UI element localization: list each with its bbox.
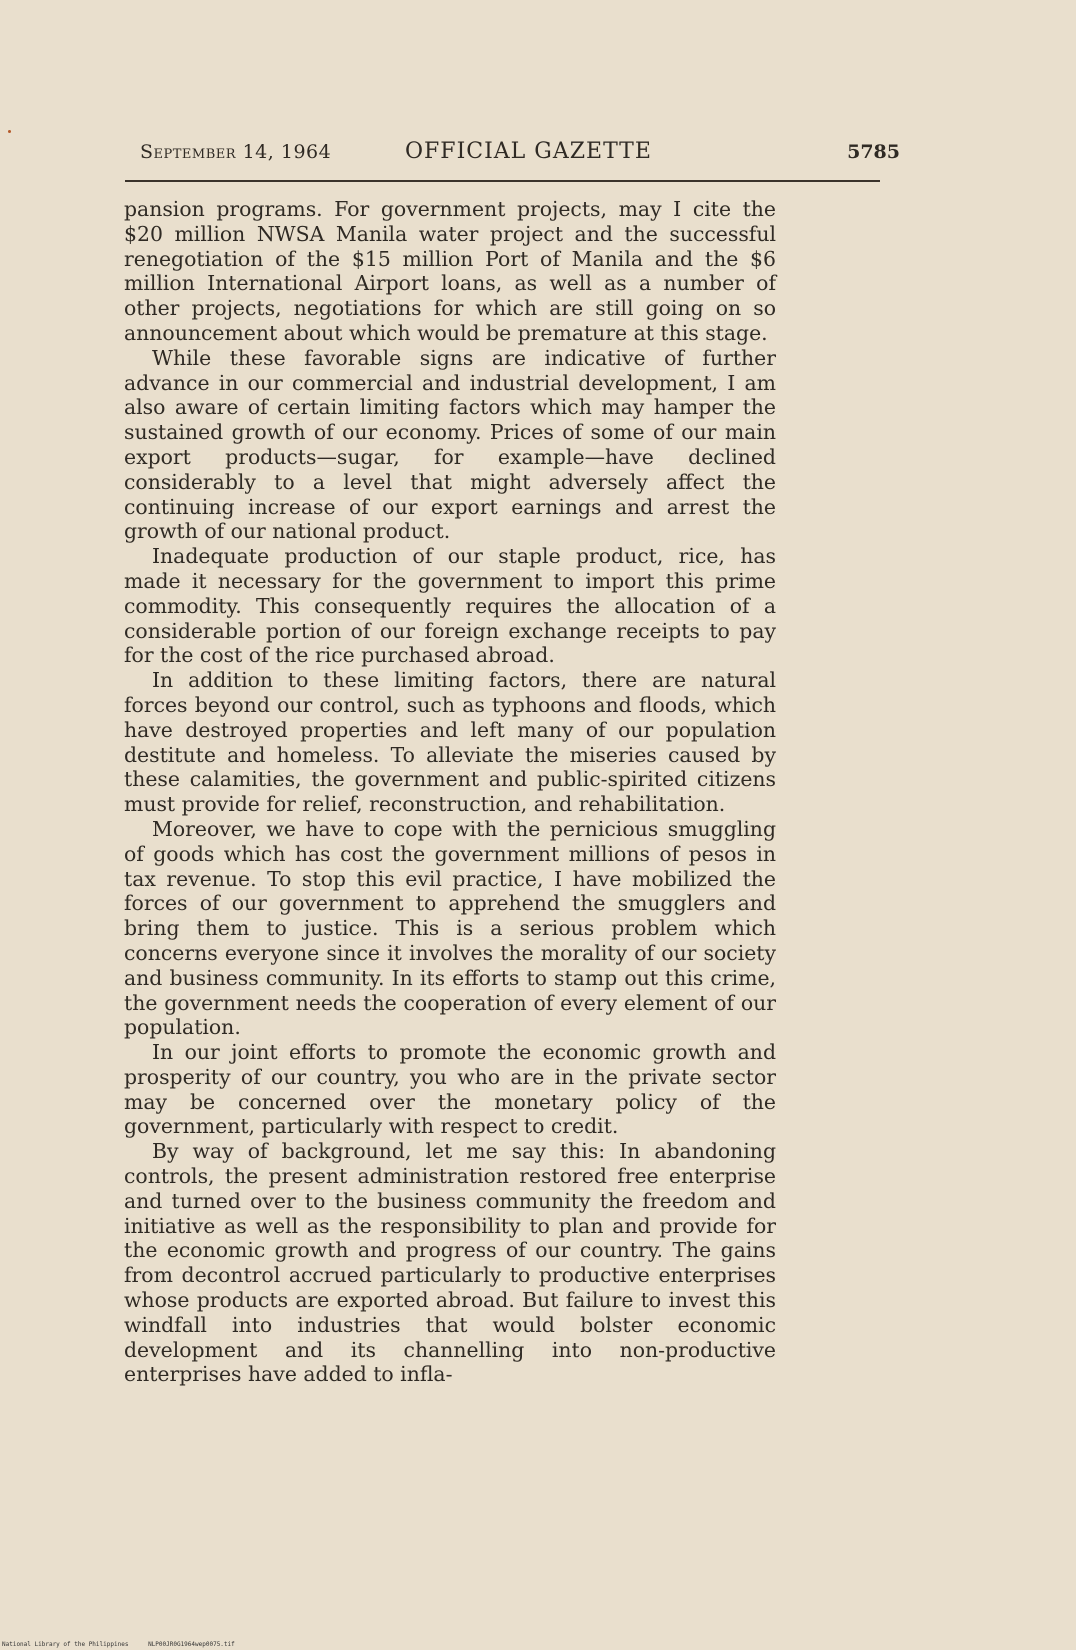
page-number: 5785 (847, 141, 900, 163)
paragraph: By way of background, let me say this: In abandoning controls, the present administration restored free enterprise and turned over to the business community the freedom and initiative as well as the responsibility to plan and provide for the economic growth and progress of our country. The gains from decontrol accrued particularly to productive enterprises whose products are exported abroad. But failure to invest this windfall into industries that would bolster economic development and its channelling into non-productive enterprises have added to infla- (124, 1139, 776, 1387)
paragraph: pansion programs. For government projects, may I cite the $20 million NWSA Manila water project and the successful renegotiation of the $15 million Port of Manila and the $6 million International Airport loans, as well as a number of other projects, negotiations for which are still going on so announcement about which would be premature at this stage. (124, 197, 776, 345)
header-title: OFFICIAL GAZETTE (405, 139, 652, 164)
paragraph: Moreover, we have to cope with the pernicious smuggling of goods which has cost the government millions of pesos in tax revenue. To stop this evil practice, I have mobilized the forces of our government to apprehend the smugglers and bring them to justice. This is a serious problem which concerns everyone since it involves the morality of our society and business community. In its efforts to stamp out this crime, the government needs the cooperation of every element of our population. (124, 816, 776, 1040)
body-text (124, 197, 776, 1387)
footer-file: NLP00JR0G1964wep0075.tif (148, 1641, 235, 1648)
header-rule (125, 180, 880, 182)
footer-library: National Library of the Philippines (2, 1641, 129, 1648)
paragraph: While these favorable signs are indicative of further advance in our commercial and industrial development, I am also aware of certain limiting factors which may hamper the sustained growth of our economy. Prices of some of our main export products—sugar, for example—have declined considerably to a level that might adversely affect the continuing increase of our export earnings and arrest the growth of our national product. (124, 345, 776, 544)
scan-footer (2, 1641, 251, 1648)
header-date: September 14, 1964 (140, 141, 332, 163)
paragraph: In addition to these limiting factors, there are natural forces beyond our control, such as typhoons and floods, which have destroyed properties and left many of our population destitute and homeless. To alleviate the miseries caused by these calamities, the government and public-spirited citizens must provide for relief, reconstruction, and rehabilitation. (124, 668, 776, 817)
paper-speck (8, 130, 11, 133)
page-header (140, 141, 900, 167)
paragraph: In our joint efforts to promote the economic growth and prosperity of our country, you who are in the private sector may be concerned over the monetary policy of the government, particularly with respect to credit. (124, 1040, 776, 1139)
paragraph: Inadequate production of our staple product, rice, has made it necessary for the government to import this prime commodity. This consequently requires the allocation of a considerable portion of our foreign exchange receipts to pay for the cost of the rice purchased abroad. (124, 544, 776, 668)
